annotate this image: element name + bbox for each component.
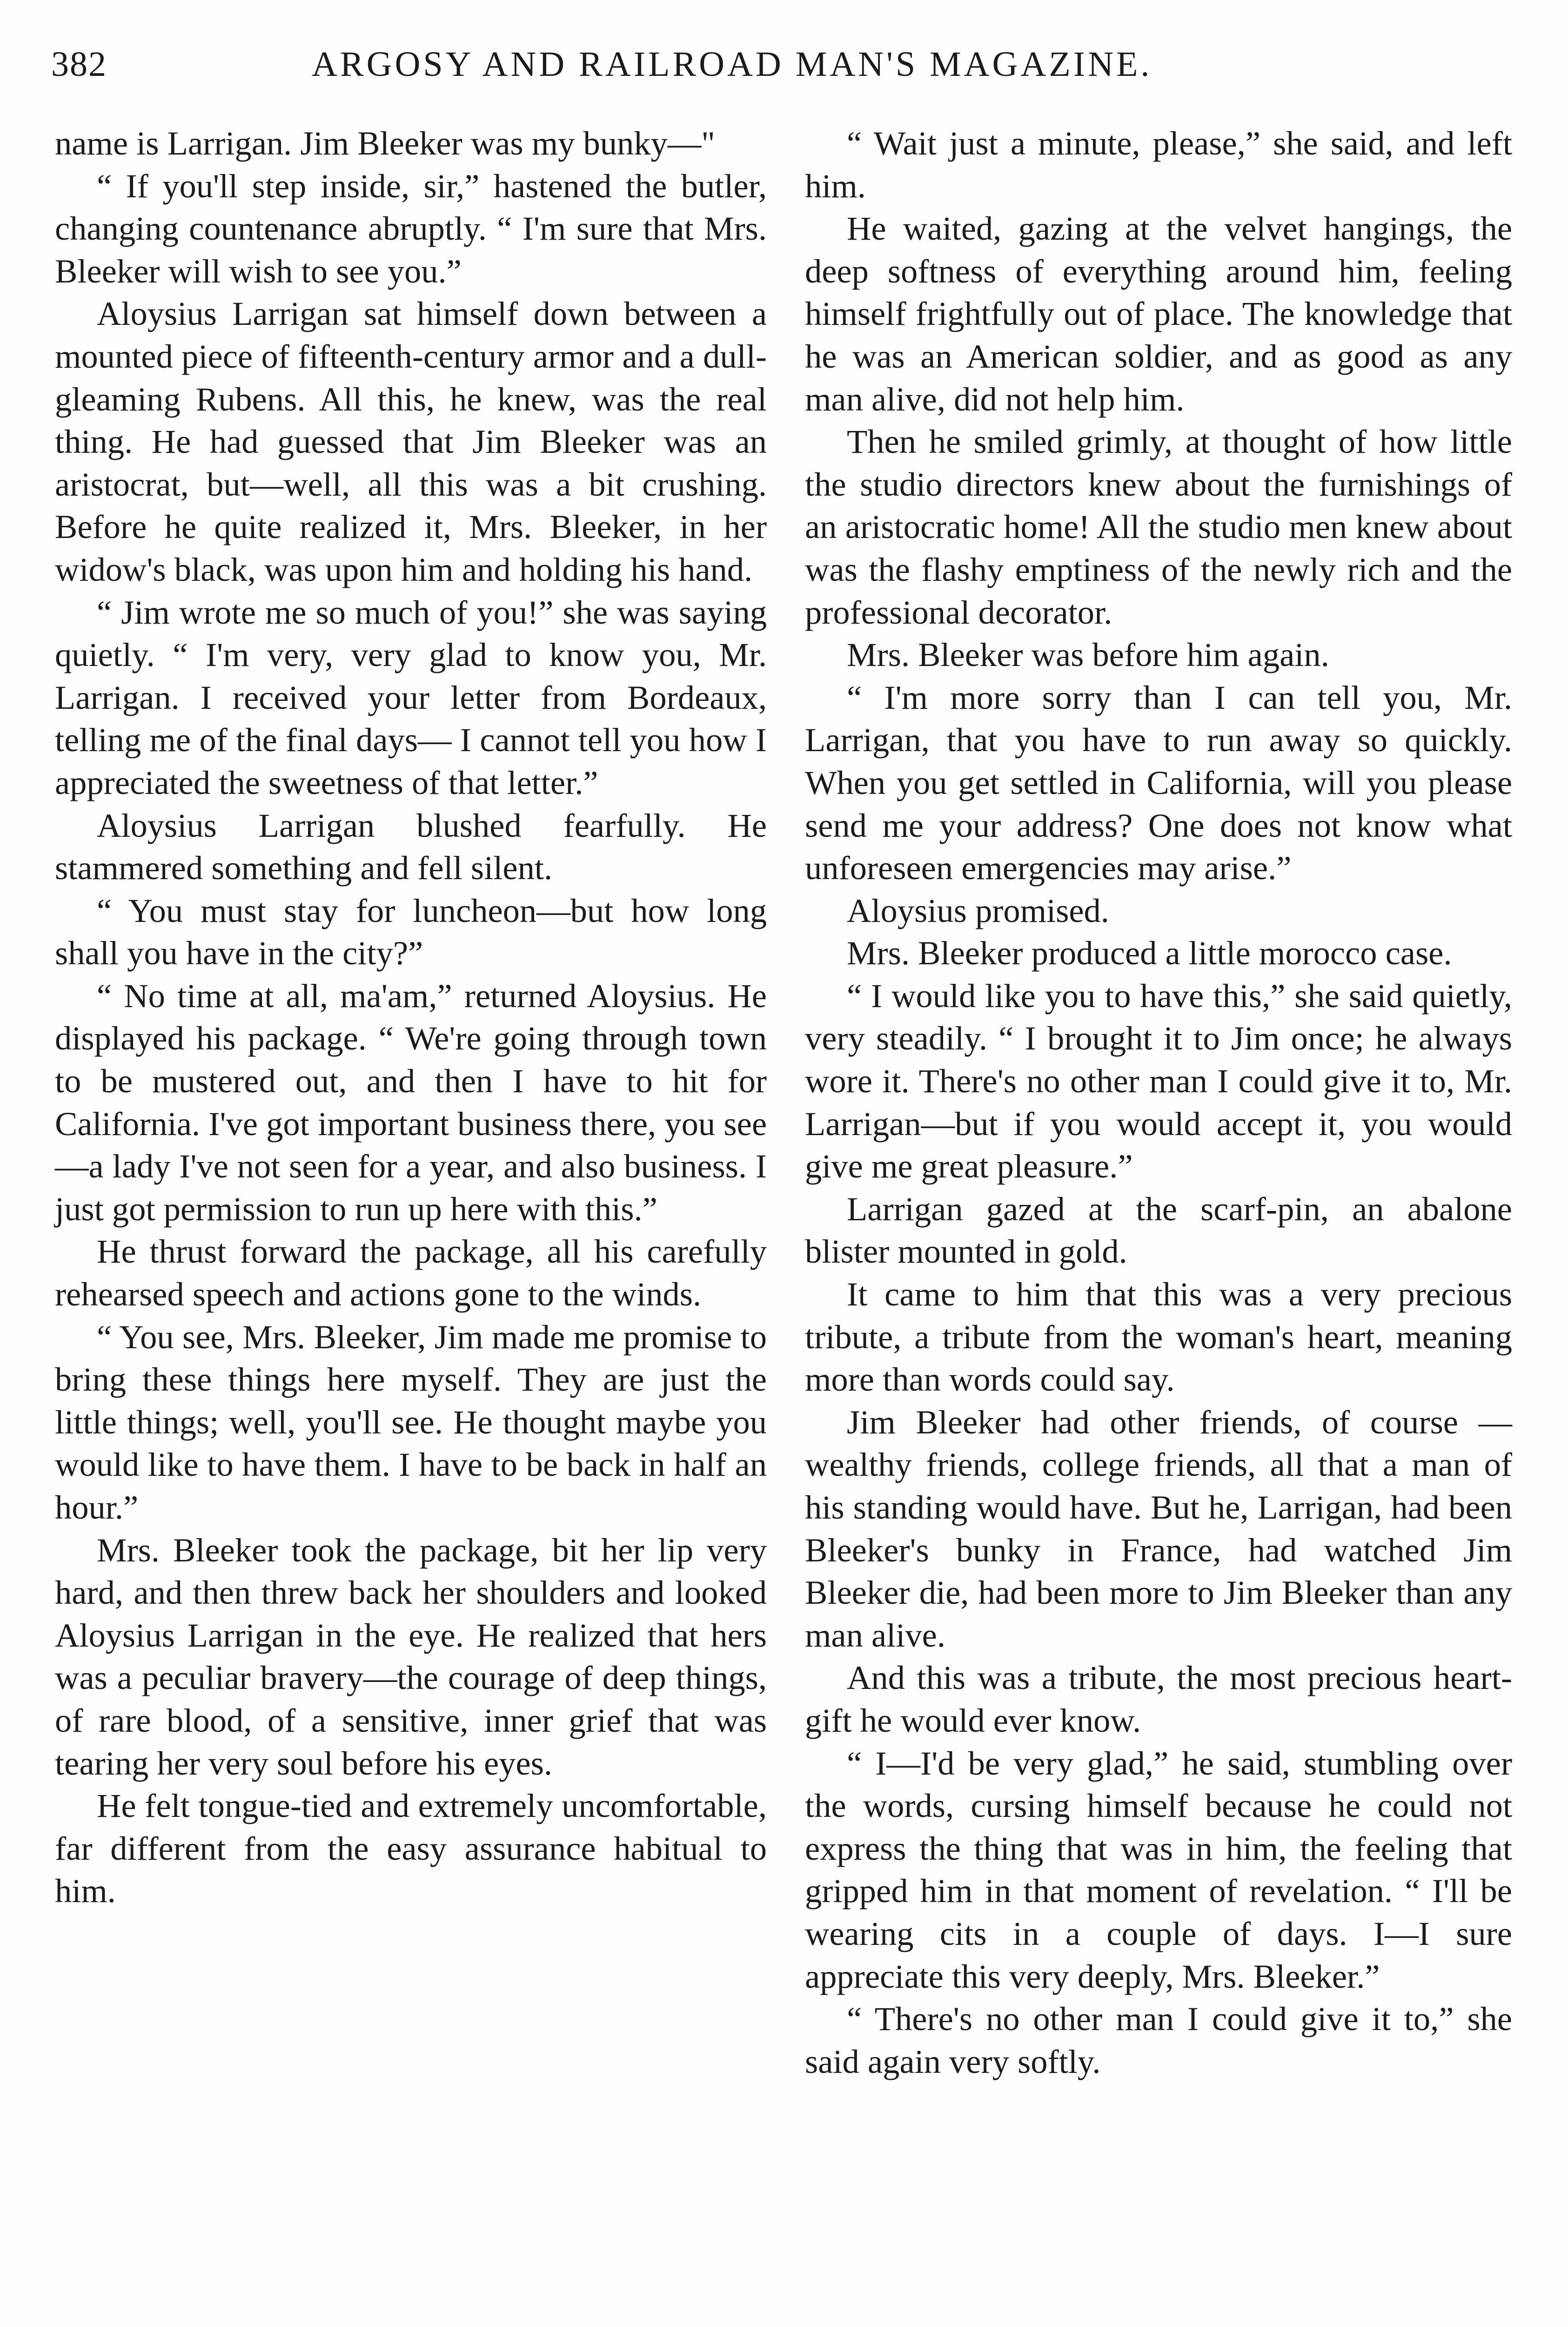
paragraph: “ If you'll step inside, sir,” hastened the butler, changing countenance abruptly. “ I'm sure that Mrs. Bleeker will wish to see you.” bbox=[55, 167, 767, 290]
paragraph: Mrs. Bleeker took the package, bit her lip very hard, and then threw back her shoulders and looked Aloysius Larrigan in the eye. He realized that hers was a peculiar bravery—the courage of deep things, of rare blood, of a sensitive, inner grief that was tearing her very soul before his eyes. bbox=[55, 1531, 767, 1782]
paragraph: “ Wait just a minute, please,” she said, and left him. bbox=[805, 124, 1512, 205]
paragraph: And this was a tribute, the most precious heart-gift he would ever know. bbox=[805, 1659, 1512, 1739]
right-column bbox=[805, 122, 1512, 2083]
paragraph: “ I'm more sorry than I can tell you, Mr. Larrigan, that you have to run away so quickly. When you get settled in California, will you please send me your address? One does not know what unforeseen emergencies may arise.” bbox=[805, 678, 1512, 887]
paragraph: “ There's no other man I could give it to,” she said again very softly. bbox=[805, 2000, 1512, 2080]
paragraph: Aloysius promised. bbox=[847, 891, 1109, 929]
paragraph: He thrust forward the package, all his carefully rehearsed speech and actions gone to the winds. bbox=[55, 1232, 767, 1313]
paragraph: He felt tongue-tied and extremely uncomfortable, far different from the easy assurance habitual to him. bbox=[55, 1787, 767, 1910]
paragraph: Then he smiled grimly, at thought of how little the studio directors knew about the furnishings of an aristocratic home! All the studio men knew about was the flashy emptiness of the newly rich and the professional decorator. bbox=[805, 423, 1512, 631]
magazine-title: ARGOSY AND RAILROAD MAN'S MAGAZINE. bbox=[312, 45, 1153, 84]
page-header bbox=[51, 44, 1517, 95]
paragraph: “ You see, Mrs. Bleeker, Jim made me promise to bring these things here myself. They are just the little things; well, you'll see. He thought maybe you would like to have them. I have to be back in half an hour.” bbox=[55, 1318, 767, 1526]
paragraph: “ No time at all, ma'am,” returned Aloysius. He displayed his package. “ We're going through town to be mustered out, and then I have to hit for California. I've got important business there, you see—a lady I've not seen for a year, and also business. I just got permission to run up here with this.” bbox=[55, 976, 767, 1228]
paragraph: Larrigan gazed at the scarf-pin, an abalone blister mounted in gold. bbox=[805, 1190, 1512, 1271]
paragraph: “ Jim wrote me so much of you!” she was saying quietly. “ I'm very, very glad to know you, Mr. Larrigan. I received your letter from Bordeaux, telling me of the final days— I cannot tell you how I appreciated the sweetness of that letter.” bbox=[55, 593, 767, 801]
paragraph: Aloysius Larrigan sat himself down between a mounted piece of fifteenth-century armor and a dull-gleaming Rubens. All this, he knew, was the real thing. He had guessed that Jim Bleeker was an aristocrat, but—well, all this was a bit crushing. Before he quite realized it, Mrs. Bleeker, in her widow's black, was upon him and holding his hand. bbox=[55, 295, 767, 588]
paragraph: He waited, gazing at the velvet hangings, the deep softness of everything around him, feeling himself frightfully out of place. The knowledge that he was an American soldier, and as good as any man alive, did not help him. bbox=[805, 209, 1512, 418]
paragraph: Aloysius Larrigan blushed fearfully. He stammered something and fell silent. bbox=[55, 806, 767, 887]
paragraph: Mrs. Bleeker was before him again. bbox=[847, 636, 1329, 674]
paragraph: Jim Bleeker had other friends, of course —wealthy friends, college friends, all that a man of his standing would have. But he, Larrigan, had been Bleeker's bunky in France, had watched Jim Bleeker die, had been more to Jim Bleeker than any man alive. bbox=[805, 1403, 1512, 1654]
page-number: 382 bbox=[51, 45, 107, 84]
paragraph: “ I would like you to have this,” she said quietly, very steadily. “ I brought it to Jim once; he always wore it. There's no other man I could give it to, Mr. Larrigan—but if you would accept it, you would give me great pleasure.” bbox=[805, 976, 1512, 1185]
paragraph: “ I—I'd be very glad,” he said, stumbling over the words, cursing himself because he could not express the thing that was in him, the feeling that gripped him in that moment of revelation. “ I'll be wearing cits in a couple of days. I—I sure appreciate this very deeply, Mrs. Bleeker.” bbox=[805, 1744, 1512, 1995]
left-column bbox=[55, 122, 767, 1912]
paragraph: Mrs. Bleeker produced a little morocco case. bbox=[847, 934, 1452, 972]
paragraph: “ You must stay for luncheon—but how long shall you have in the city?” bbox=[55, 891, 767, 972]
paragraph: It came to him that this was a very precious tribute, a tribute from the woman's heart, meaning more than words could say. bbox=[805, 1275, 1512, 1399]
paragraph: name is Larrigan. Jim Bleeker was my bunky—" bbox=[55, 124, 715, 162]
